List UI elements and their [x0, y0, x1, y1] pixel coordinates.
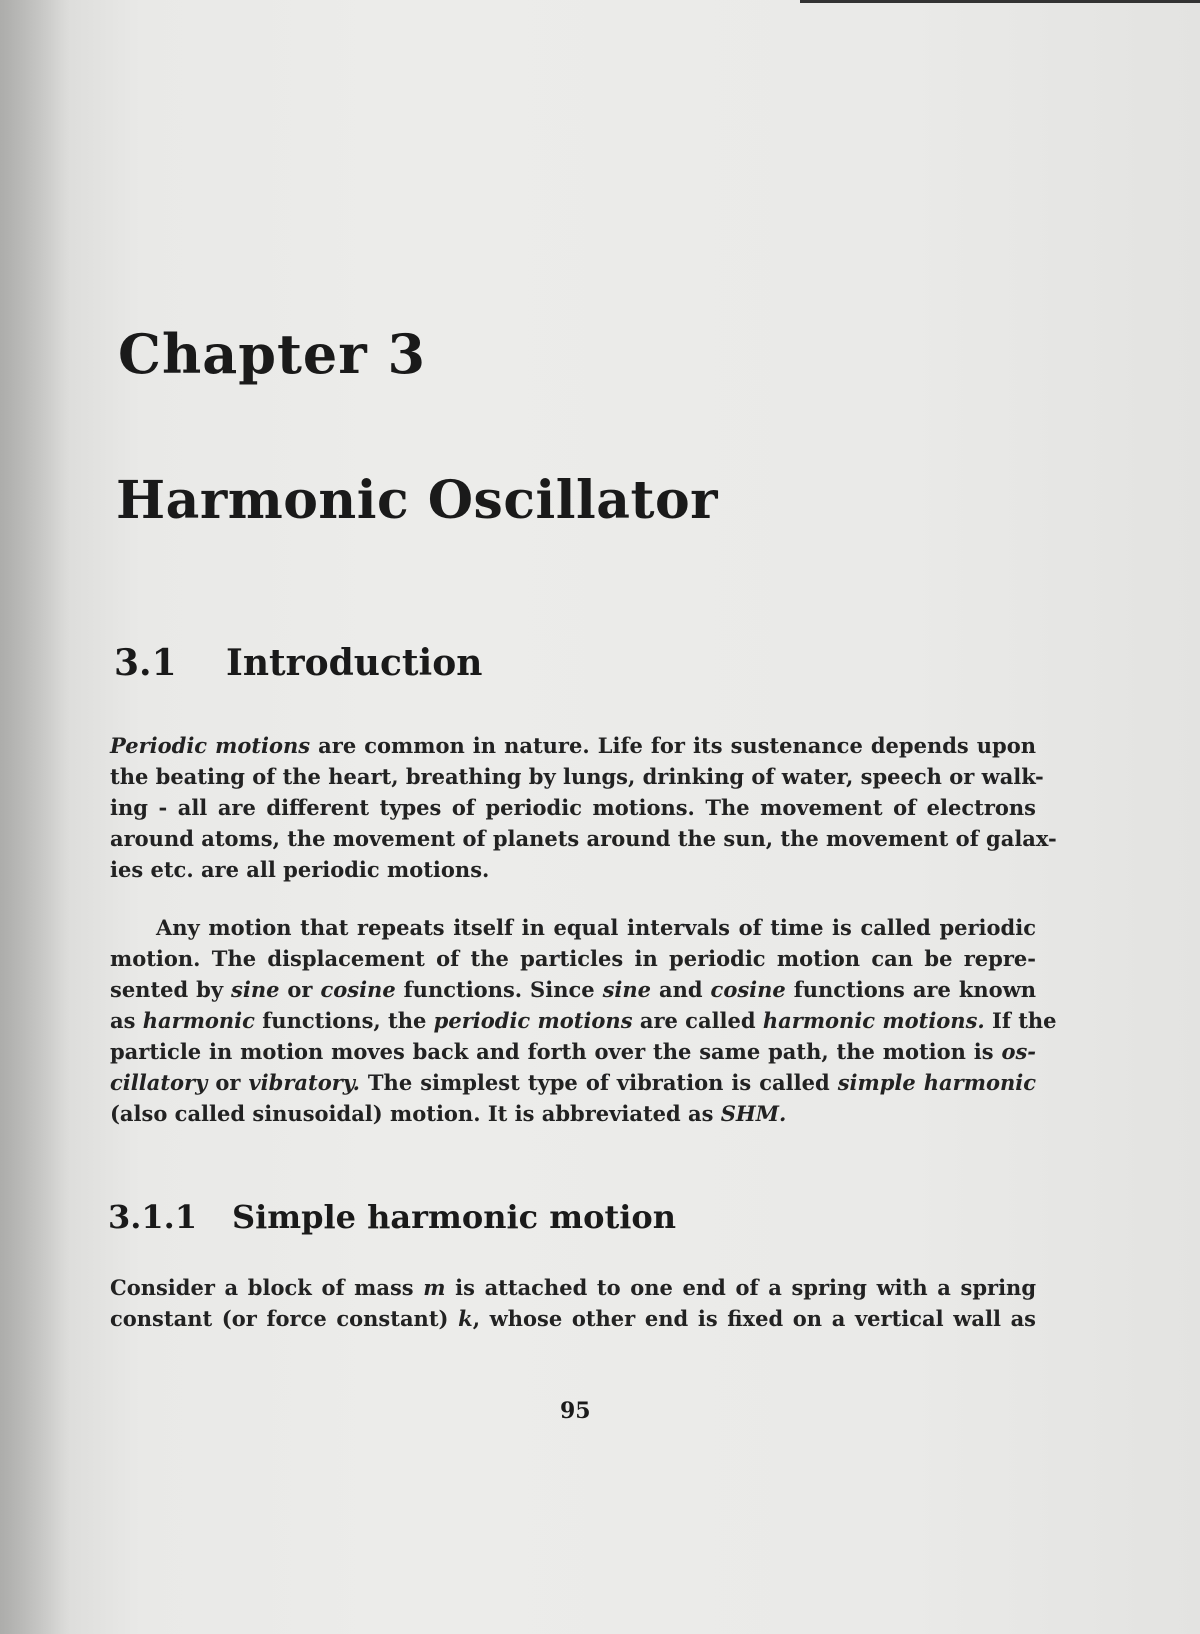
paragraph-line: the beating of the heart, breathing by lungs, drinking of water, speech or walk-: [110, 764, 1044, 789]
paragraph-line: around atoms, the movement of planets around the sun, the movement of galax-: [110, 826, 1057, 851]
emphasis: cosine: [710, 977, 786, 1002]
page-number: 95: [560, 1398, 591, 1424]
section-number: 3.1: [114, 642, 177, 684]
math-variable-m: m: [423, 1275, 446, 1300]
paragraph-line: Any motion that repeats itself in equal intervals of time is called periodic: [156, 915, 1036, 940]
paragraph-line: Periodic motions are common in nature. Life for its sustenance depends upon: [110, 733, 1037, 758]
emphasis: os-: [1001, 1039, 1036, 1064]
paragraph-introduction: [110, 730, 1057, 885]
emphasis: harmonic motions.: [762, 1008, 985, 1033]
paragraph-line: ing - all are different types of periodic motions. The movement of electrons: [110, 795, 1036, 820]
emphasis: simple harmonic: [837, 1070, 1036, 1095]
paragraph-line: constant (or force constant) k, whose other end is fixed on a vertical wall as: [110, 1306, 1036, 1331]
section-title: Introduction: [226, 642, 483, 684]
paragraph-line: as harmonic functions, the periodic motions are called harmonic motions. If the: [110, 1008, 1057, 1033]
paragraph-periodic-motion: [110, 912, 1057, 1129]
emphasis: sine: [231, 977, 280, 1002]
math-variable-k: k: [458, 1306, 473, 1331]
subsection-heading: [108, 1198, 676, 1236]
paragraph-shm: [110, 1272, 1036, 1334]
paragraph-line: particle in motion moves back and forth over the same path, the motion is os-: [110, 1039, 1036, 1064]
emphasis: periodic motions: [433, 1008, 633, 1033]
paragraph-line: (also called sinusoidal) motion. It is abbreviated as SHM.: [110, 1101, 787, 1126]
emphasis: cillatory: [110, 1070, 208, 1095]
emphasis: Periodic motions: [110, 733, 311, 758]
subsection-title: Simple harmonic motion: [232, 1198, 677, 1236]
emphasis: cosine: [320, 977, 396, 1002]
emphasis: vibratory.: [248, 1070, 360, 1095]
paragraph-line: Consider a block of mass m is attached to one end of a spring with a spring: [110, 1275, 1037, 1300]
page-top-edge: [800, 0, 1200, 3]
chapter-title: Harmonic Oscillator: [116, 470, 719, 531]
emphasis: SHM.: [720, 1101, 787, 1126]
paragraph-line: motion. The displacement of the particles in periodic motion can be repre-: [110, 946, 1036, 971]
paragraph-line: ies etc. are all periodic motions.: [110, 857, 490, 882]
section-heading: [114, 642, 482, 684]
paragraph-line: cillatory or vibratory. The simplest type of vibration is called simple harmonic: [110, 1070, 1036, 1095]
subsection-number: 3.1.1: [108, 1198, 198, 1236]
paragraph-line: sented by sine or cosine functions. Since sine and cosine functions are known: [110, 977, 1036, 1002]
emphasis: harmonic: [142, 1008, 255, 1033]
chapter-label: Chapter 3: [118, 322, 427, 386]
emphasis: sine: [602, 977, 652, 1002]
